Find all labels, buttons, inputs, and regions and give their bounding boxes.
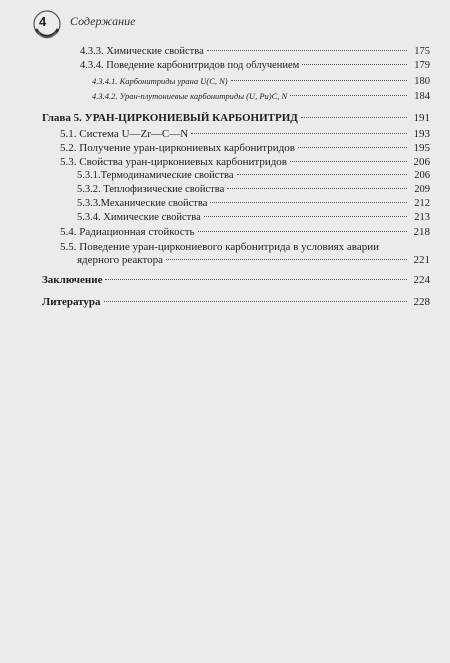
toc-number: 5.1. — [60, 128, 77, 140]
toc-page: 175 — [414, 46, 430, 57]
toc-title: Уран-плутониевые карбонитриды (U, Pu)C, N — [119, 91, 288, 101]
toc-title: Заключение — [42, 274, 103, 286]
toc-entry[interactable] — [0, 90, 450, 103]
toc-title: Механические свойства — [100, 198, 208, 209]
toc-page: 191 — [413, 112, 430, 124]
toc-page: 221 — [413, 254, 430, 266]
book-logo-icon — [32, 9, 62, 39]
toc-title: Радиационная стойкость — [79, 226, 195, 238]
toc-title: Химические свойства — [103, 212, 201, 223]
toc-title: Литература — [42, 296, 101, 308]
toc-entry[interactable] — [0, 212, 450, 224]
toc-entry[interactable] — [0, 75, 450, 88]
toc-page: 209 — [414, 184, 430, 195]
toc-entry[interactable] — [0, 184, 450, 196]
dot-leader — [104, 301, 407, 302]
dot-leader — [290, 95, 407, 96]
toc-number: 4.3.4.1. — [92, 76, 118, 86]
dot-leader — [105, 279, 407, 280]
toc-title-line2: ядерного реактора — [77, 254, 164, 266]
toc-chapter[interactable] — [0, 296, 450, 308]
toc-page: 224 — [413, 274, 430, 286]
toc-number: 5.2. — [60, 142, 77, 154]
toc-page: 195 — [413, 142, 430, 154]
toc-number: 5.3.3. — [77, 198, 101, 209]
toc-entry[interactable] — [0, 241, 450, 267]
toc-chapter[interactable] — [0, 274, 450, 286]
running-head: Содержание — [70, 14, 136, 28]
dot-leader — [237, 174, 407, 175]
toc-page: 179 — [414, 60, 430, 71]
dot-leader — [231, 80, 407, 81]
toc-number: 5.3.2. — [77, 184, 101, 195]
dot-leader — [207, 50, 407, 51]
dot-leader — [298, 147, 407, 148]
toc-title: Химические свойства — [106, 46, 204, 57]
dot-leader — [204, 216, 407, 217]
toc-title: Система U—Zr—C—N — [79, 128, 189, 140]
dot-leader — [198, 231, 407, 232]
toc-page: 212 — [414, 198, 430, 209]
toc-number: 4.3.4. — [80, 60, 104, 71]
toc-entry[interactable] — [0, 170, 450, 182]
toc-entry[interactable] — [0, 156, 450, 168]
toc-title: Свойства уран-циркониевых карбонитридов — [79, 156, 287, 168]
toc-title: Поведение карбонитридов под облучением — [106, 60, 300, 71]
dot-leader — [166, 259, 407, 260]
toc-number: 5.4. — [60, 226, 77, 238]
toc-entry[interactable] — [0, 46, 450, 58]
toc-title: Теплофизические свойства — [103, 184, 225, 195]
toc-number: 5.5. — [60, 241, 77, 253]
toc-title-line1: Поведение уран-циркониевого карбонитрида в условиях аварии — [79, 241, 379, 253]
dot-leader — [191, 133, 407, 134]
toc-page: 206 — [413, 156, 430, 168]
toc-page: 184 — [414, 91, 430, 102]
toc-page: 206 — [414, 170, 430, 181]
toc-page: 213 — [414, 212, 430, 223]
toc-number: 4.3.4.2. — [92, 91, 118, 101]
toc-page: 218 — [413, 226, 430, 238]
toc-number: 5.3. — [60, 156, 77, 168]
dot-leader — [210, 202, 407, 203]
toc-page: 193 — [413, 128, 430, 140]
toc-title: Получение уран-циркониевых карбонитридов — [79, 142, 295, 154]
toc-title: Глава 5. УРАН-ЦИРКОНИЕВЫЙ КАРБОНИТРИД — [42, 112, 298, 124]
toc-title: Карбонитриды урана U(C, N) — [119, 76, 228, 86]
toc-number: 5.3.1. — [77, 170, 101, 181]
toc-entry[interactable] — [0, 128, 450, 140]
toc-page: 180 — [414, 76, 430, 87]
toc-chapter[interactable] — [0, 112, 450, 124]
dot-leader — [227, 188, 407, 189]
toc-title: Термодинамические свойства — [100, 170, 234, 181]
toc-number: 5.3.4. — [77, 212, 101, 223]
toc-number: 4.3.3. — [80, 46, 104, 57]
page-number: 4 — [39, 14, 47, 29]
toc-entry[interactable] — [0, 60, 450, 72]
toc-entry[interactable] — [0, 226, 450, 238]
dot-leader — [301, 117, 407, 118]
toc-page: 228 — [413, 296, 430, 308]
toc-entry[interactable] — [0, 142, 450, 154]
dot-leader — [302, 64, 407, 65]
dot-leader — [290, 161, 407, 162]
toc-entry[interactable] — [0, 198, 450, 210]
